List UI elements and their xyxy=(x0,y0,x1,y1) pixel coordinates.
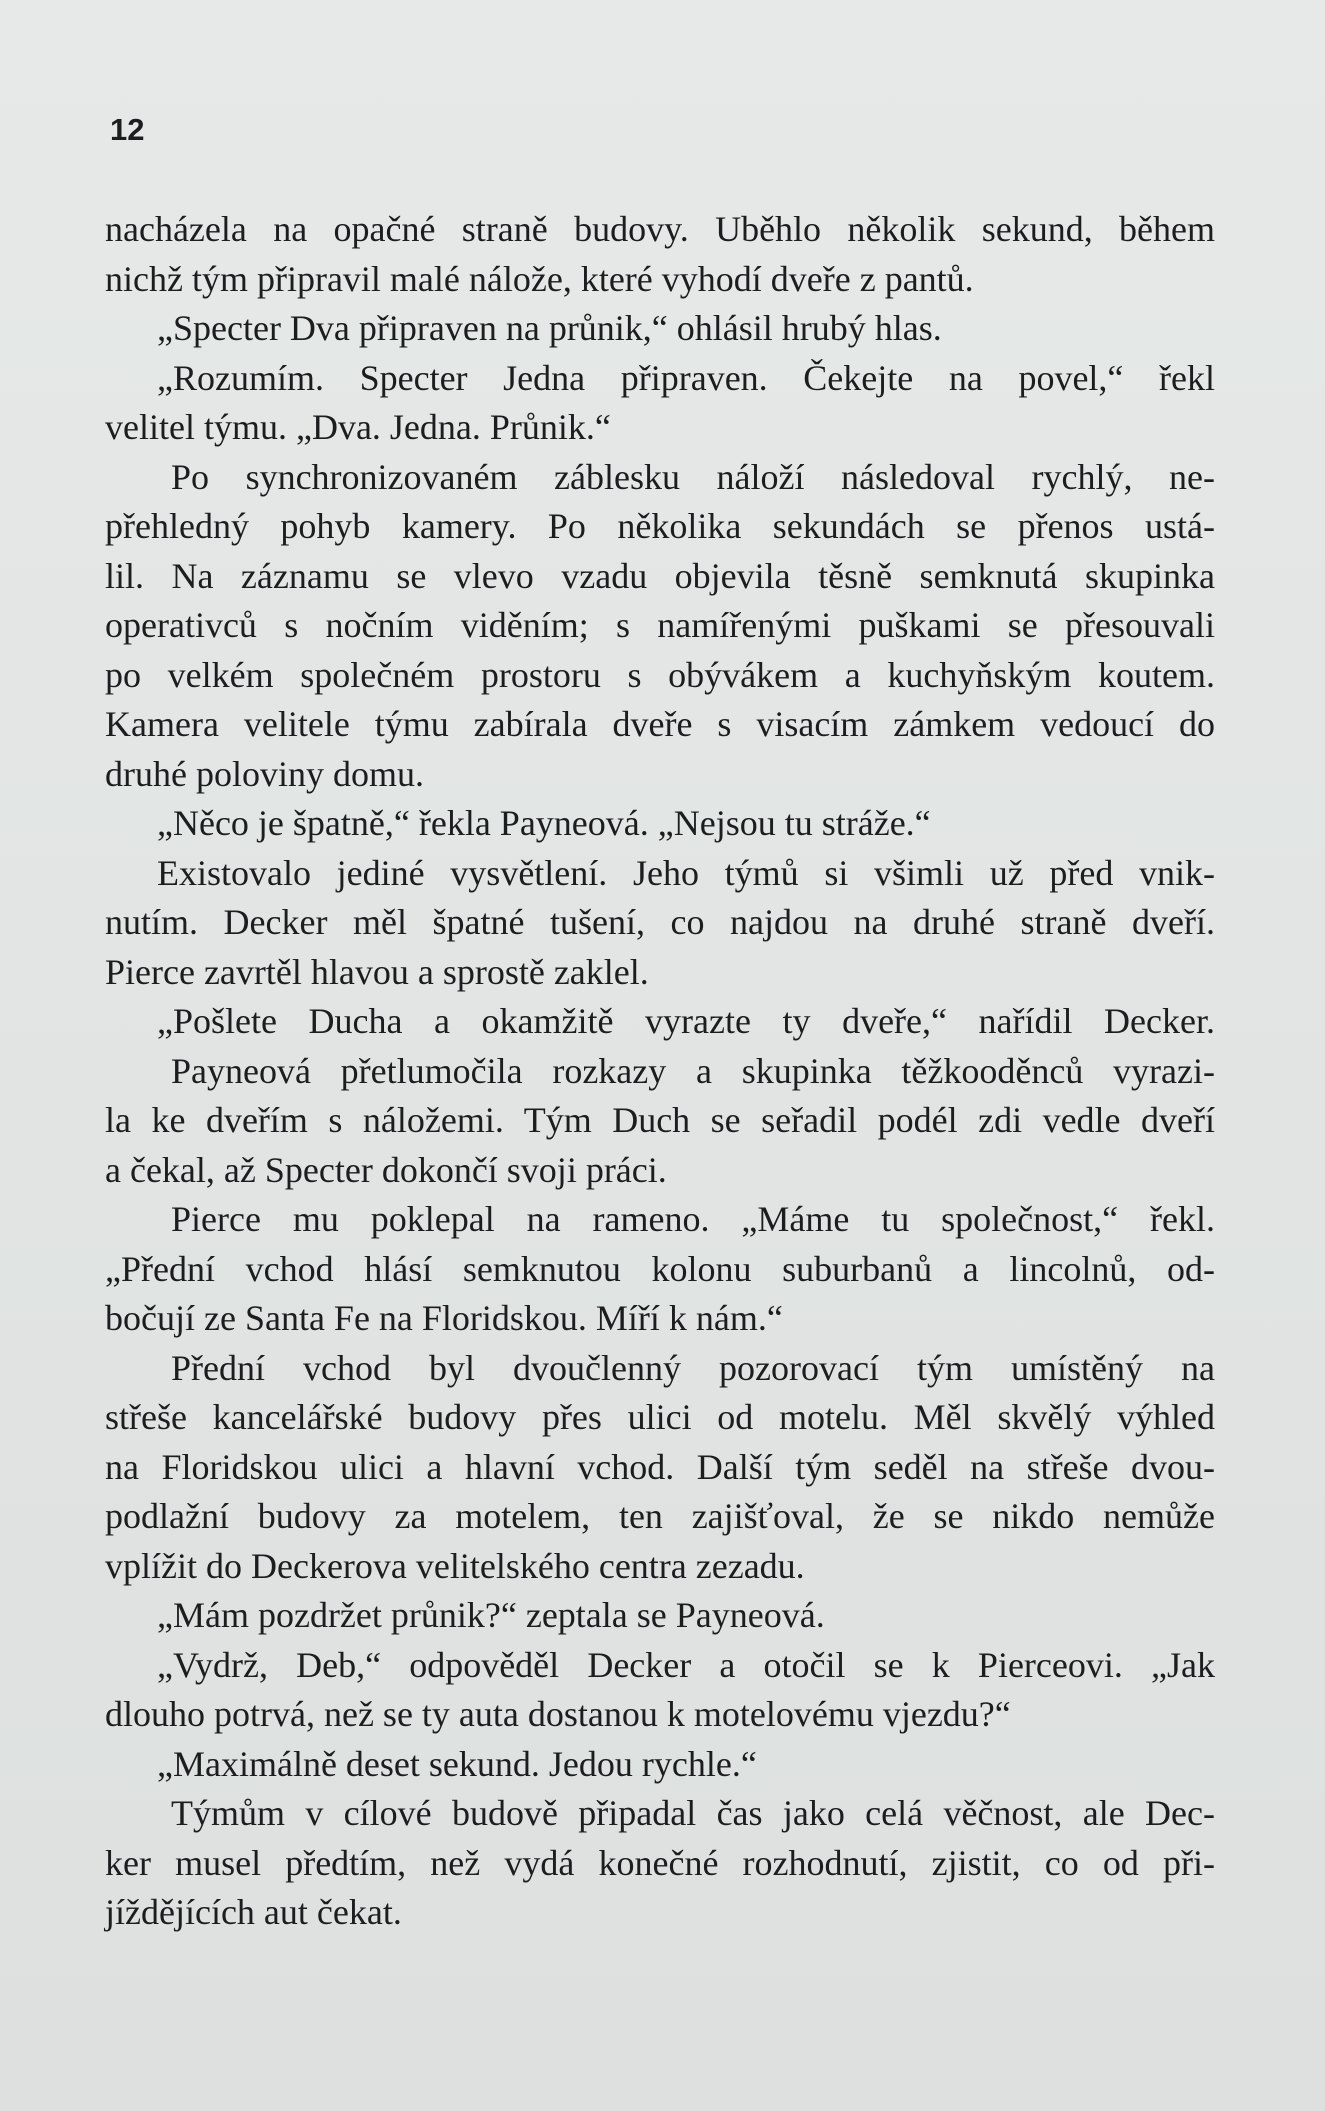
text-line: Kamera velitele týmu zabírala dveře s visacím zámkem vedoucí do xyxy=(105,704,1215,744)
text-line: nutím. Decker měl špatné tušení, co najdou na druhé straně dveří. xyxy=(105,902,1215,942)
text-line: vplížit do Deckerova velitelského centra zezadu. xyxy=(105,1545,805,1586)
text-line: „Něco je špatně,“ řekla Payneová. „Nejsou tu stráže.“ xyxy=(157,803,931,843)
text-line: přehledný pohyb kamery. Po několika sekundách se přenos ustá- xyxy=(105,506,1215,546)
text-line: druhé poloviny domu. xyxy=(105,753,424,794)
text-line: střeše kancelářské budovy přes ulici od motelu. Měl skvělý výhled xyxy=(105,1397,1215,1437)
text-line: Pierce zavrtěl hlavou a sprostě zaklel. xyxy=(105,951,649,992)
text-line: velitel týmu. „Dva. Jedna. Průnik.“ xyxy=(105,407,611,447)
page-number: 12 xyxy=(110,112,145,147)
text-line: „Vydrž, Deb,“ odpověděl Decker a otočil se k Pierceovi. „Jak xyxy=(157,1644,1215,1685)
text-line: Týmům v cílové budově připadal čas jako celá věčnost, ale Dec- xyxy=(171,1793,1215,1833)
text-line: podlažní budovy za motelem, ten zajišťoval, že se nikdo nemůže xyxy=(105,1496,1215,1536)
text-line: Po synchronizovaném záblesku náloží následoval rychlý, ne- xyxy=(171,456,1215,497)
text-line: „Přední vchod hlásí semknutou kolonu suburbanů a lincolnů, od- xyxy=(105,1248,1215,1289)
text-line: „Pošlete Ducha a okamžitě vyrazte ty dveře,“ nařídil Decker. xyxy=(157,1001,1215,1041)
text-line: nacházela na opačné straně budovy. Uběhlo několik sekund, během xyxy=(105,209,1215,249)
text-line: ker musel předtím, než vydá konečné rozhodnutí, zjistit, co od při- xyxy=(105,1842,1215,1883)
text-line: la ke dveřím s náložemi. Tým Duch se seřadil podél zdi vedle dveří xyxy=(105,1100,1215,1140)
text-line: bočují ze Santa Fe na Floridskou. Míří k nám.“ xyxy=(105,1298,783,1338)
text-line: Existovalo jediné vysvětlení. Jeho týmů si všimli už před vnik- xyxy=(157,852,1215,893)
text-line: „Specter Dva připraven na průnik,“ ohlásil hrubý hlas. xyxy=(157,308,942,348)
text-line: Pierce mu poklepal na rameno. „Máme tu společnost,“ řekl. xyxy=(171,1199,1215,1239)
text-line: nichž tým připravil malé nálože, které vyhodí dveře z pantů. xyxy=(105,258,974,299)
text-line: „Mám pozdržet průnik?“ zeptala se Payneová. xyxy=(157,1595,825,1635)
text-line: „Rozumím. Specter Jedna připraven. Čekejte na povel,“ řekl xyxy=(157,357,1215,398)
text-line: a čekal, až Specter dokončí svoji práci. xyxy=(105,1149,667,1190)
text-line: po velkém společném prostoru s obývákem a kuchyňským koutem. xyxy=(105,654,1215,695)
text-line: jíždějících aut čekat. xyxy=(105,1892,402,1932)
text-line: dlouho potrvá, než se ty auta dostanou k motelovému vjezdu?“ xyxy=(105,1694,1011,1734)
text-line: lil. Na záznamu se vlevo vzadu objevila těsně semknutá skupinka xyxy=(105,555,1215,596)
text-line: Payneová přetlumočila rozkazy a skupinka těžkooděnců vyrazi- xyxy=(171,1050,1215,1091)
text-line: operativců s nočním viděním; s namířenými puškami se přesouvali xyxy=(105,605,1215,645)
body-text xyxy=(105,205,1215,1938)
text-line: Přední vchod byl dvoučlenný pozorovací tým umístěný na xyxy=(171,1347,1215,1388)
text-line: na Floridskou ulici a hlavní vchod. Další tým seděl na střeše dvou- xyxy=(105,1446,1215,1487)
text-line: „Maximálně deset sekund. Jedou rychle.“ xyxy=(157,1743,757,1784)
